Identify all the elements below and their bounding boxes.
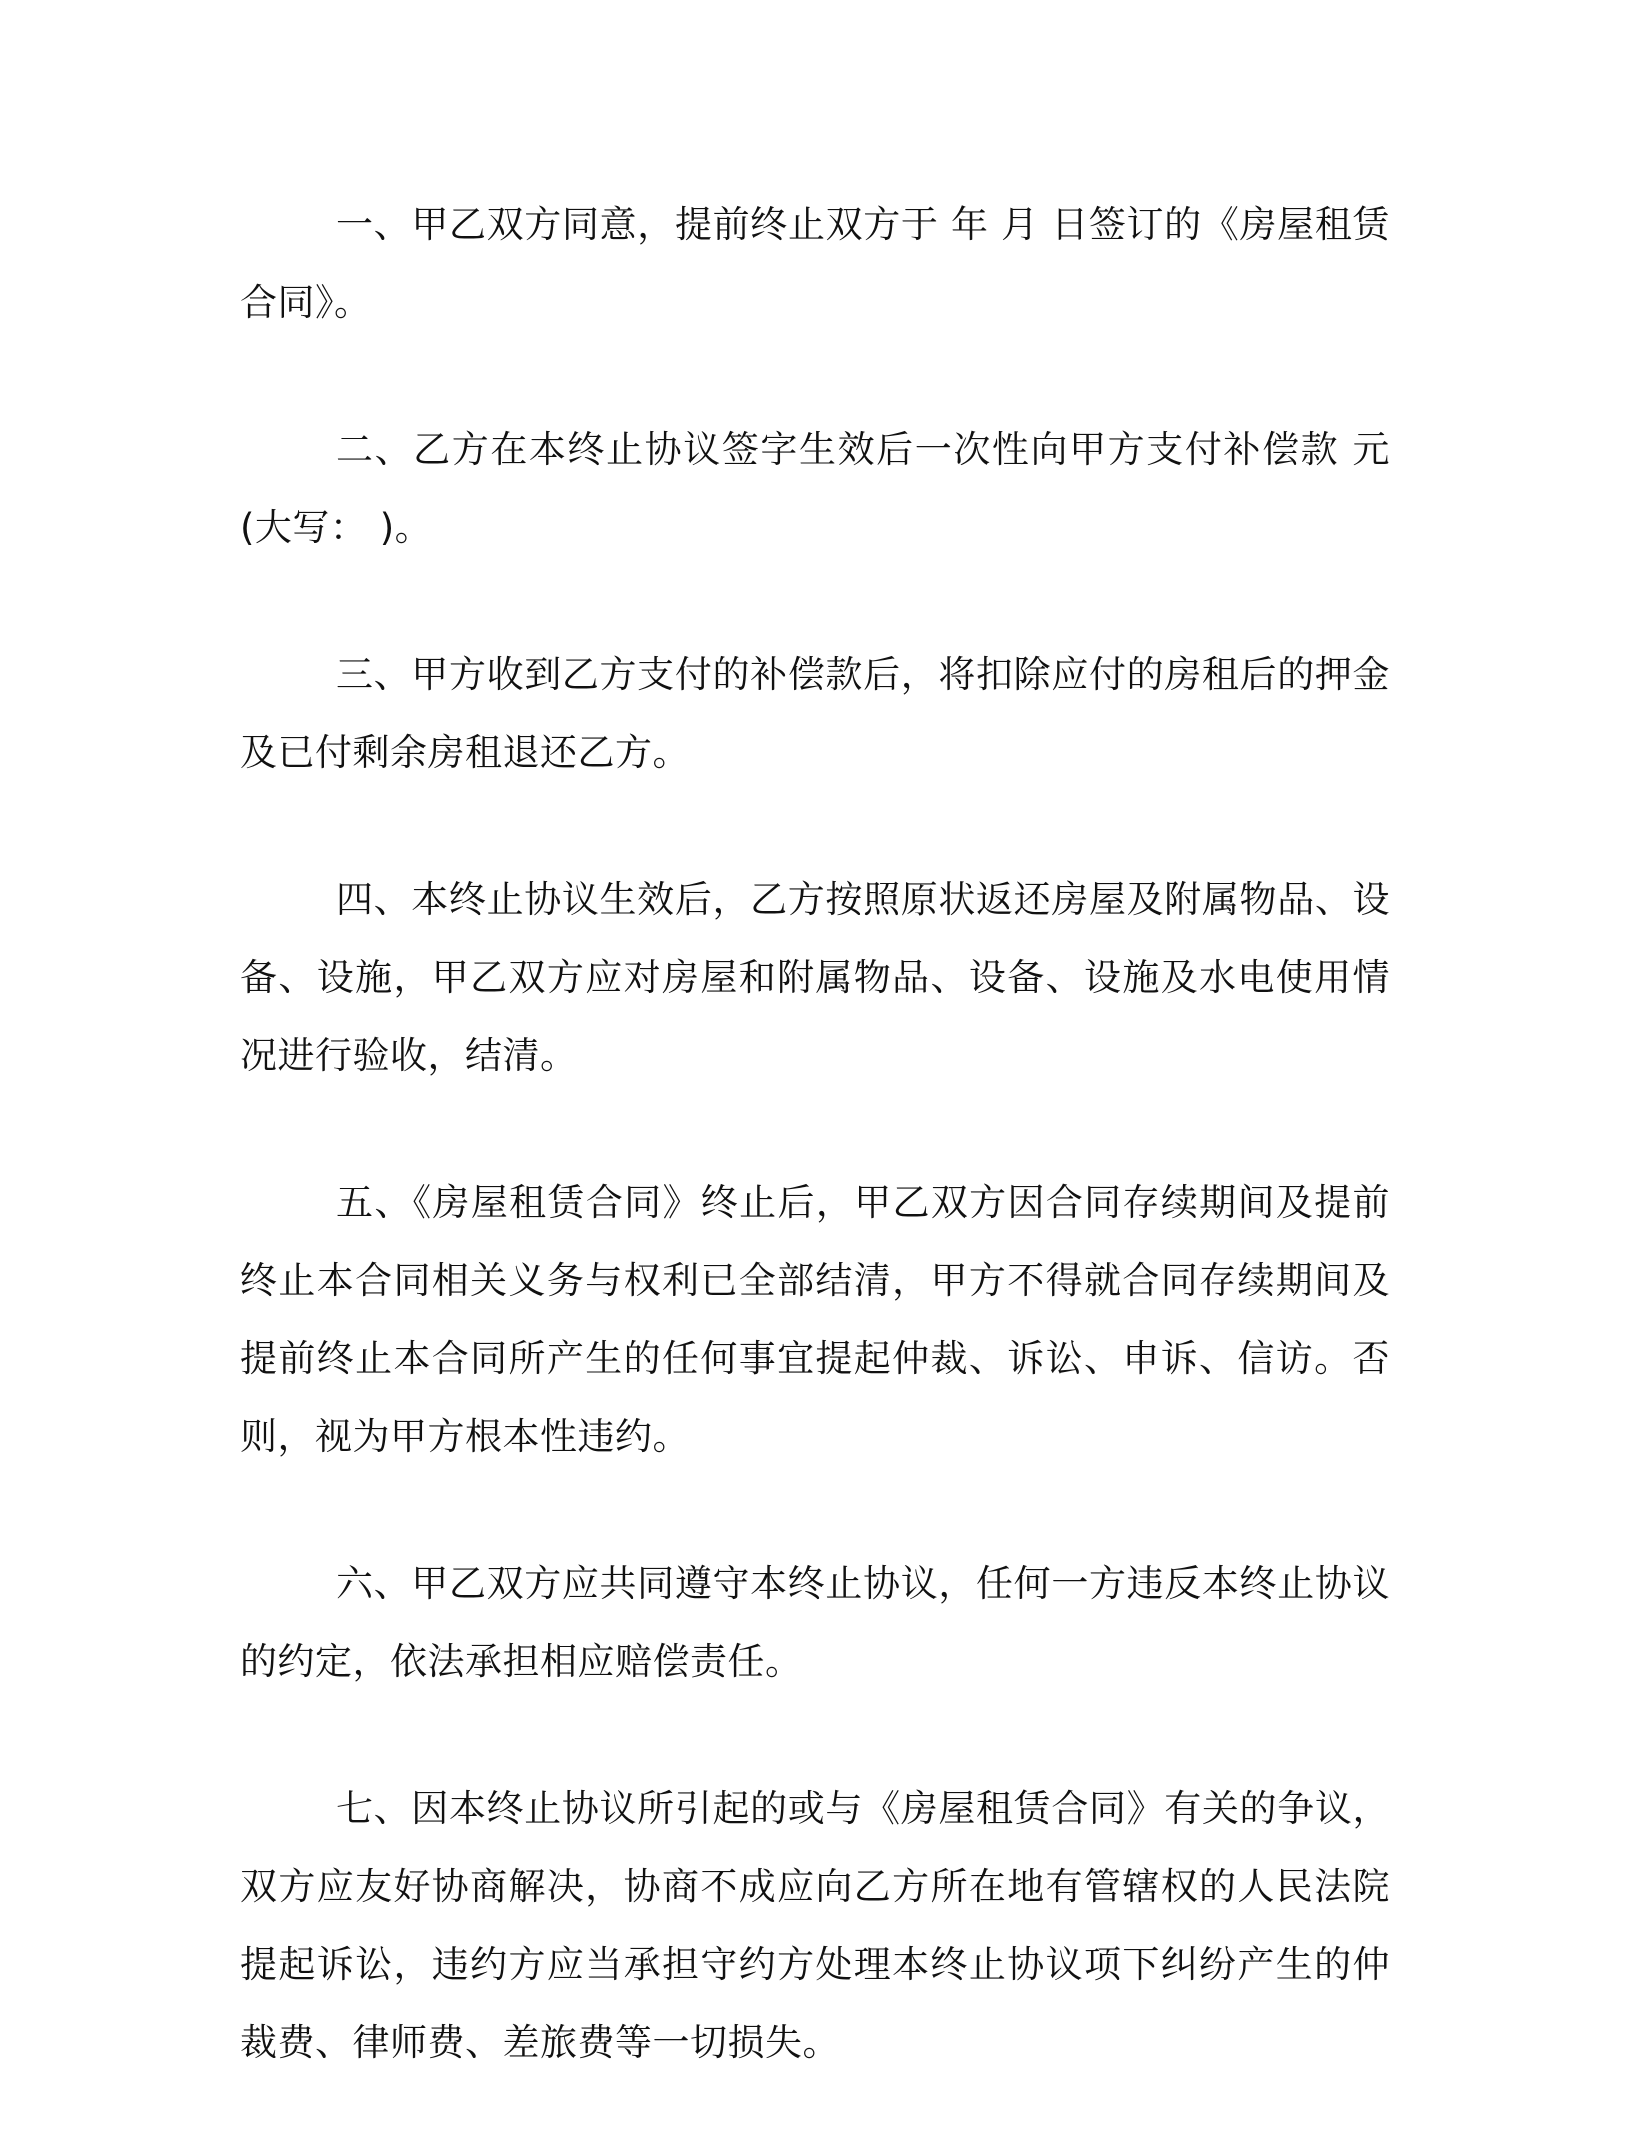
document-body [240,186,1390,2151]
clause-5: 五、《房屋租赁合同》终止后，甲乙双方因合同存续期间及提前终止本合同相关义务与权利已全部结清，甲方不得就合同存续期间及提前终止本合同所产生的任何事宜提起仲裁、诉讼、申诉、信访。否则，视为甲方根本性违约。 [240,1181,1390,1458]
clause-7: 七、因本终止协议所引起的或与《房屋租赁合同》有关的争议，双方应友好协商解决，协商不成应向乙方所在地有管辖权的人民法院提起诉讼，违约方应当承担守约方处理本终止协议项下纠纷产生的仲裁费、律师费、差旅费等一切损失。 [240,1787,1390,2064]
clause-1: 一、甲乙双方同意，提前终止双方于 年 月 日签订的《房屋租赁合同》。 [240,203,1390,324]
clause-6: 六、甲乙双方应共同遵守本终止协议，任何一方违反本终止协议的约定，依法承担相应赔偿责任。 [240,1562,1390,1683]
clause-3: 三、甲方收到乙方支付的补偿款后，将扣除应付的房租后的押金及已付剩余房租退还乙方。 [240,653,1390,774]
clause-4: 四、本终止协议生效后，乙方按照原状返还房屋及附属物品、设备、设施，甲乙双方应对房屋和附属物品、设备、设施及水电使用情况进行验收，结清。 [240,878,1390,1077]
clause-2: 二、乙方在本终止协议签字生效后一次性向甲方支付补偿款 元(大写： )。 [240,428,1390,549]
